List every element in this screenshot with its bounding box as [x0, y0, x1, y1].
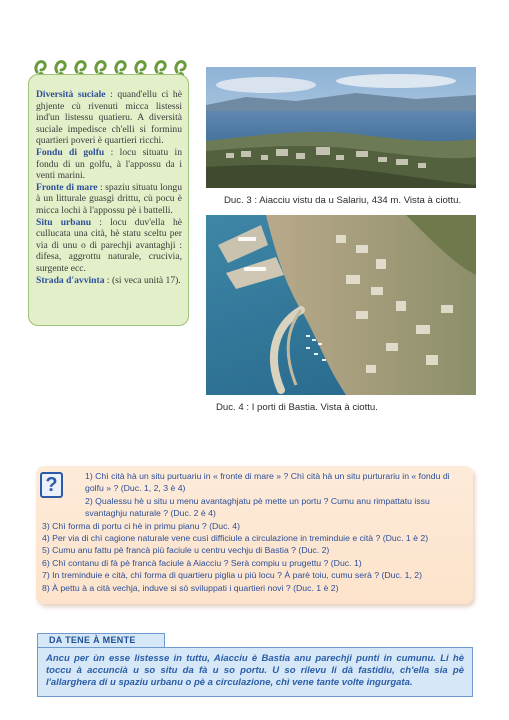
- remember-box: [37, 647, 473, 697]
- glossary-definition: : (si veca unità 17).: [104, 274, 181, 286]
- photo-caption-doc3: Duc. 3 : Aiacciu vistu da u Salariu, 434 m. Vista à ciottu.: [224, 195, 462, 206]
- questions-box: [36, 466, 473, 604]
- glossary-entry: [36, 89, 182, 147]
- glossary-definition: : quand'ellu ci hè ghjente cù rivenuti micca listessi ind'un listessu quatieru. A diversità suciale impedisce ch'elli si forminu quartieri poveri è quartieri ricchi.: [36, 89, 182, 147]
- glossary-entry: [36, 275, 182, 287]
- glossary-term: Strada d'avvinta: [36, 274, 105, 286]
- remember-text: Ancu per ùn esse listesse in tuttu, Aiacciu è Bastia anu parechji punti in cumunu. Li hè toccu à accuncià u so situ da fà u so portu. U so rilevu li dà fastidiu, ch'ella sia pè l'allarghera di u spaziu urbanu o pè a circulazione, chì vene tante volte ingurgata.: [46, 653, 464, 688]
- question-list: [42, 470, 465, 594]
- glossary-term: Situ urbanu: [36, 216, 92, 228]
- glossary-definition: : locu situatu in fondu di un golfu, à l'appossu da i venti marini.: [36, 146, 182, 182]
- question-item: 8) À pettu à a cità vechja, induve si sò sviluppati i quartieri novi ? (Duc. 1 è 2): [42, 582, 339, 593]
- glossary-term: Fondu di golfu: [36, 146, 105, 158]
- ajaccio-gulf-image: [206, 67, 476, 188]
- glossary-term: Fronte di mare: [36, 181, 98, 193]
- question-item: 5) Cumu anu fattu pè francà più faciule u centru vechju di Bastia ? (Duc. 2): [42, 545, 330, 556]
- photo-caption-doc4: Duc. 4 : I porti di Bastia. Vista à ciottu.: [216, 402, 378, 413]
- question-item: 4) Per via di chì cagione naturale vene cusì difficiule a circulazione in treminduie e cità ? (Duc. 1 è 2): [42, 533, 429, 544]
- glossary-term: Diversità suciale: [36, 89, 106, 100]
- question-item: 7) In treminduie e cità, chì forma di quartieru piglia u più locu ? À parè toiu, cumu serà ? (Duc. 1, 2): [42, 570, 423, 581]
- glossary-box: [28, 74, 189, 326]
- glossary-entry: [36, 182, 182, 217]
- question-item: 2) Qualessu hè u situ u menu avantaghjatu pè mette un portu ? Cumu anu rimpattatu issu svantaghju naturale ? (Duc. 2 è 4): [85, 495, 430, 519]
- question-item: 6) Chì contanu di fà pè francà faciule à Aiacciu ? Serà compiu u prugettu ? (Duc. 1): [42, 557, 362, 568]
- glossary-entry: [36, 147, 182, 182]
- question-item: 1) Chì cità hà un situ purtuariu in « fronte di mare » ? Chì cità hà un situ purturariu in « fondu di golfu » ? (Duc. 1, 2, 3 è 4): [85, 471, 450, 494]
- photo-ajaccio: [206, 67, 476, 188]
- photo-bastia: [206, 215, 476, 395]
- glossary-entry: [36, 217, 182, 275]
- remember-title: DA TENE À MENTE: [37, 633, 165, 647]
- bastia-ports-image: [206, 215, 476, 395]
- question-mark-icon: ?: [40, 472, 63, 498]
- glossary-definition: : locu duv'ella hè cullucata una cità, hè statu sceltu per via di unu o di parechji avantaghji : difesa, aggrottu naturale, crucivia, surgente ecc.: [36, 216, 182, 274]
- glossary-definition: : spaziu situatu longu à un litturale guasgi drittu, cù pocu è micca lochi à l'appossu pè i battelli.: [36, 181, 182, 216]
- question-item: 3) Chì forma di portu ci hè in primu pianu ? (Duc. 4): [42, 520, 240, 531]
